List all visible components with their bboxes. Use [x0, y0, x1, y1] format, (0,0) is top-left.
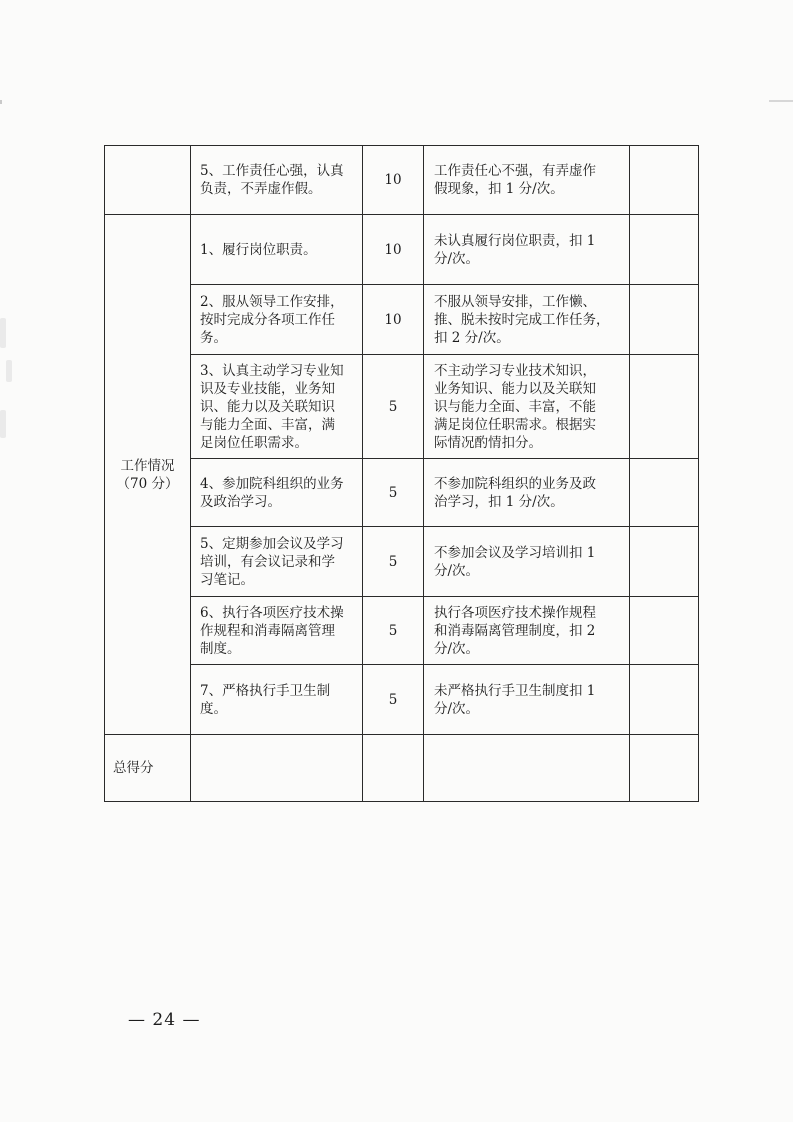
deduction-cell: 不参加院科组织的业务及政 治学习，扣 1 分/次。	[424, 459, 630, 527]
score-cell: 5	[363, 665, 424, 735]
scan-artifact	[0, 318, 6, 348]
score-entry-cell	[630, 665, 699, 735]
table-row	[105, 285, 699, 355]
total-empty-cell	[363, 735, 424, 802]
scan-artifact	[0, 410, 6, 438]
deduction-cell: 不服从领导安排，工作懒、 推、脱未按时完成工作任务， 扣 2 分/次。	[424, 285, 630, 355]
total-row	[105, 735, 699, 802]
score-cell: 10	[363, 215, 424, 285]
score-entry-cell	[630, 597, 699, 665]
table-row	[105, 215, 699, 285]
criteria-cell: 2、服从领导工作安排， 按时完成分各项工作任 务。	[191, 285, 363, 355]
score-cell: 5	[363, 597, 424, 665]
table-row	[105, 459, 699, 527]
score-cell: 10	[363, 146, 424, 215]
score-entry-cell	[630, 146, 699, 215]
scan-artifact	[6, 360, 12, 382]
score-entry-cell	[630, 355, 699, 459]
deduction-cell: 未严格执行手卫生制度扣 1 分/次。	[424, 665, 630, 735]
score-cell: 5	[363, 355, 424, 459]
criteria-cell: 7、严格执行手卫生制 度。	[191, 665, 363, 735]
deduction-cell: 不参加会议及学习培训扣 1 分/次。	[424, 527, 630, 597]
total-empty-cell	[191, 735, 363, 802]
table-row	[105, 146, 699, 215]
table-row	[105, 665, 699, 735]
table-row	[105, 597, 699, 665]
criteria-cell: 3、认真主动学习专业知 识及专业技能，业务知 识、能力以及关联知识 与能力全面、丰富，满 足岗位任职需求。	[191, 355, 363, 459]
total-score-entry-cell	[630, 735, 699, 802]
criteria-cell: 6、执行各项医疗技术操 作规程和消毒隔离管理 制度。	[191, 597, 363, 665]
score-entry-cell	[630, 285, 699, 355]
work-category-cell: 工作情况 （70 分）	[105, 215, 191, 735]
criteria-cell: 4、参加院科组织的业务 及政治学习。	[191, 459, 363, 527]
page-number: — 24 —	[128, 1010, 201, 1030]
score-entry-cell	[630, 527, 699, 597]
deduction-cell: 未认真履行岗位职责，扣 1 分/次。	[424, 215, 630, 285]
deduction-cell: 工作责任心不强，有弄虚作 假现象，扣 1 分/次。	[424, 146, 630, 215]
score-entry-cell	[630, 459, 699, 527]
table-row	[105, 355, 699, 459]
scan-edge-mark	[769, 100, 793, 102]
assessment-table	[104, 145, 699, 802]
deduction-cell: 执行各项医疗技术操作规程 和消毒隔离管理制度，扣 2 分/次。	[424, 597, 630, 665]
deduction-cell: 不主动学习专业技术知识， 业务知识、能力以及关联知 识与能力全面、丰富，不能 满足岗位任职需求。根据实 际情况酌情扣分。	[424, 355, 630, 459]
score-cell: 5	[363, 527, 424, 597]
total-score-label: 总得分	[105, 735, 191, 802]
scan-edge-mark	[0, 100, 2, 104]
score-cell: 5	[363, 459, 424, 527]
category-cell-empty	[105, 146, 191, 215]
score-entry-cell	[630, 215, 699, 285]
criteria-cell: 5、定期参加会议及学习 培训，有会议记录和学 习笔记。	[191, 527, 363, 597]
criteria-cell: 5、工作责任心强，认真 负责，不弄虚作假。	[191, 146, 363, 215]
score-cell: 10	[363, 285, 424, 355]
criteria-cell: 1、履行岗位职责。	[191, 215, 363, 285]
table-row	[105, 527, 699, 597]
total-empty-cell	[424, 735, 630, 802]
